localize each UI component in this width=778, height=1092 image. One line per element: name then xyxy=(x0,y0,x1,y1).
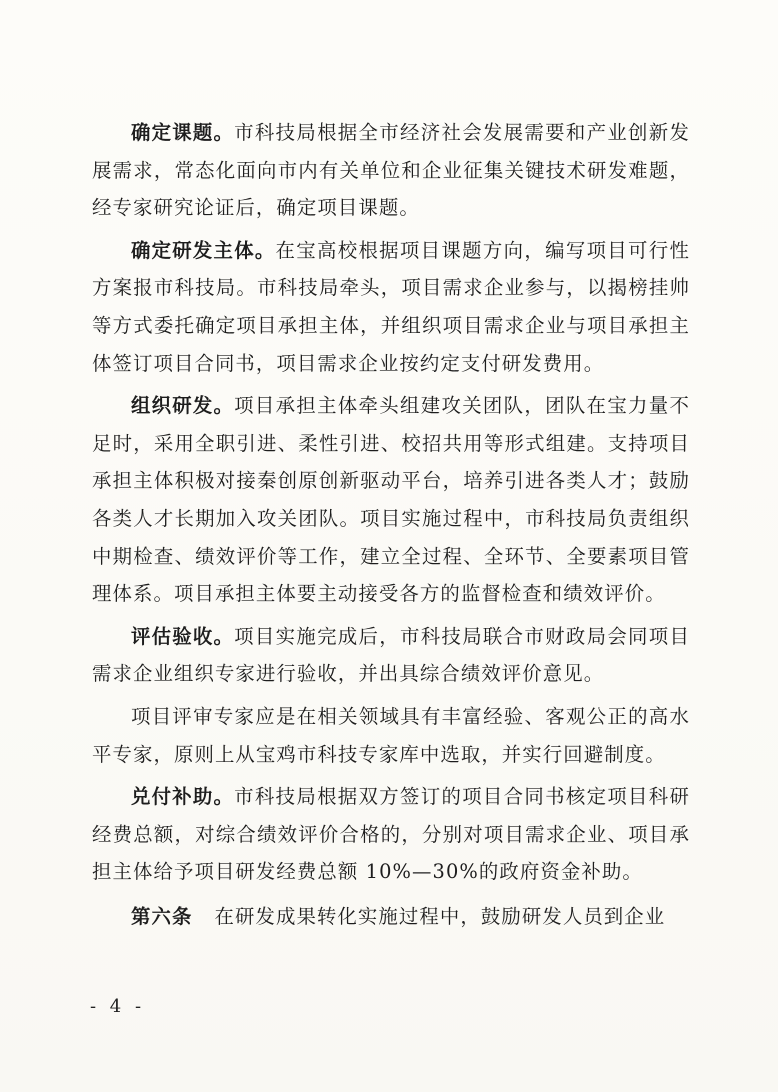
paragraph-evaluation-acceptance xyxy=(92,618,690,693)
paragraph-lead: 组织研发。 xyxy=(131,394,235,418)
paragraph-lead: 评估验收。 xyxy=(131,624,235,648)
document-body xyxy=(92,114,690,940)
paragraph-text: 市科技局根据全市经济社会发展需要和产业创新发展需求，常态化面向市内有关单位和企业征集关键技术研发难题，经专家研究论证后，确定项目课题。 xyxy=(92,121,690,220)
paragraph-lead: 确定课题。 xyxy=(131,121,235,144)
paragraph-determine-rd-subject xyxy=(92,232,690,382)
paragraph-text: 在宝高校根据项目课题方向，编写项目可行性方案报市科技局。市科技局牵头，项目需求企业参与，以揭榜挂帅等方式委托确定项目承担主体，并组织项目需求企业与项目承担主体签订项目合同书，项目需求企业按约定支付研发费用。 xyxy=(92,238,691,375)
paragraph-subsidy-payment xyxy=(92,778,690,891)
article-text: 在研发成果转化实施过程中，鼓励研发人员到企业 xyxy=(214,904,666,928)
page-number: - 4 - xyxy=(90,996,146,1017)
paragraph-text: 项目评审专家应是在相关领域具有丰富经验、客观公正的高水平专家，原则上从宝鸡市科技专家库中选取，并实行回避制度。 xyxy=(92,704,690,766)
paragraph-lead: 确定研发主体。 xyxy=(131,238,276,262)
paragraph-organize-rd xyxy=(92,387,690,613)
paragraph-lead: 兑付补助。 xyxy=(131,785,235,809)
paragraph-text: 项目实施完成后，市科技局联合市财政局会同项目需求企业组织专家进行验收，并出具综合绩效评价意见。 xyxy=(92,624,690,686)
paragraph-text: 项目承担主体牵头组建攻关团队，团队在宝力量不足时，采用全职引进、柔性引进、校招共用等形式组建。支持项目承担主体积极对接秦创原创新驱动平台，培养引进各类人才；鼓励各类人才长期加入攻关团队。项目实施过程中，市科技局负责组织中期检查、绩效评价等工作，建立全过程、全环节、全要素项目管理体系。项目承担主体要主动接受各方的监督检查和绩效评价。 xyxy=(92,394,690,606)
article-number: 第六条 xyxy=(131,904,193,928)
paragraph-text: 市科技局根据双方签订的项目合同书核定项目科研经费总额，对综合绩效评价合格的，分别对项目需求企业、项目承担主体给予项目研发经费总额 10%—30%的政府资金补助。 xyxy=(92,785,690,884)
paragraph-article-six xyxy=(92,898,690,936)
paragraph-determine-topic xyxy=(92,114,690,227)
paragraph-review-experts xyxy=(92,698,690,773)
